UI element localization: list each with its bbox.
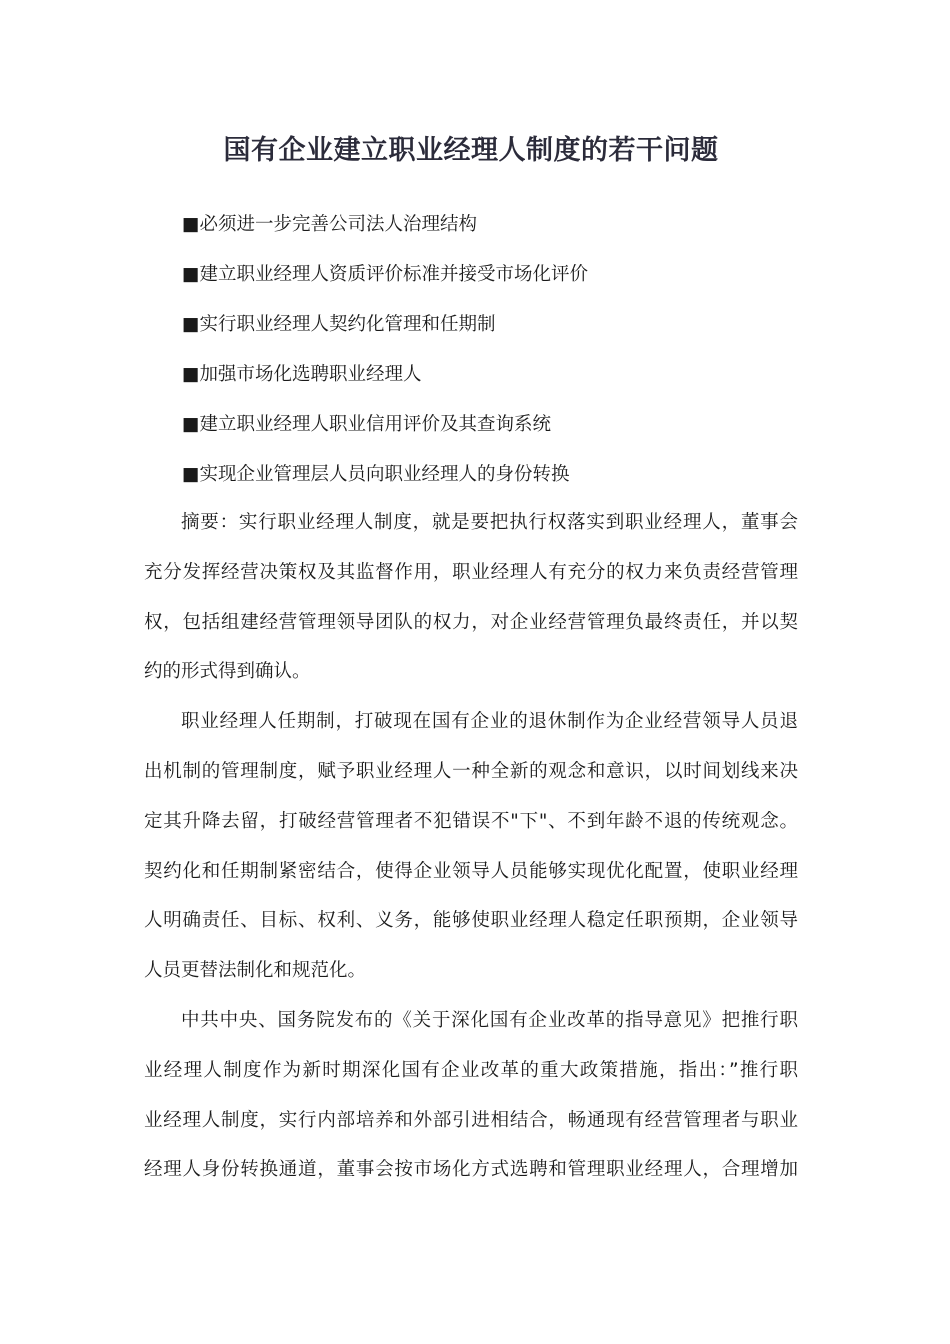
document-title: 国有企业建立职业经理人制度的若干问题 [223, 135, 719, 166]
document-body [144, 498, 798, 1195]
text-line: 契约化和任期制紧密结合，使得企业领导人员能够实现优化配置，使职业经理 [144, 860, 798, 882]
key-point-item: ■建立职业经理人职业信用评价及其查询系统 [182, 414, 551, 435]
key-point-item: ■加强市场化选聘职业经理人 [182, 364, 422, 385]
abstract-paragraph [144, 498, 798, 697]
text-line: 定其升降去留，打破经营管理者不犯错误不"下"、不到年龄不退的传统观念。 [144, 810, 798, 832]
text-line: 人明确责任、目标、权利、义务，能够使职业经理人稳定任职预期，企业领导 [144, 910, 798, 932]
key-points-list [182, 200, 588, 500]
text-line: 职业经理人任期制，打破现在国有企业的退休制作为企业经营领导人员退 [181, 711, 798, 733]
key-point-item: ■建立职业经理人资质评价标准并接受市场化评价 [182, 264, 588, 285]
text-line: 中共中央、国务院发布的《关于深化国有企业改革的指导意见》把推行职 [181, 1009, 798, 1031]
body-paragraph [144, 697, 798, 996]
text-line: 充分发挥经营决策权及其监督作用，职业经理人有充分的权力来负责经营管理 [144, 561, 798, 583]
text-line: 业经理人制度，实行内部培养和外部引进相结合，畅通现有经营管理者与职业 [144, 1109, 798, 1131]
text-line: 摘要：实行职业经理人制度，就是要把执行权落实到职业经理人，董事会 [181, 512, 798, 533]
key-point-item: ■必须进一步完善公司法人治理结构 [182, 214, 477, 235]
text-line: 经理人身份转换通道，董事会按市场化方式选聘和管理职业经理人，合理增加 [144, 1159, 798, 1181]
text-line: 权，包括组建经营管理领导团队的权力，对企业经营管理负最终责任，并以契 [144, 611, 798, 633]
text-line: 业经理人制度作为新时期深化国有企业改革的重大政策措施，指出：”推行职 [144, 1059, 798, 1081]
key-point-item: ■实现企业管理层人员向职业经理人的身份转换 [182, 464, 570, 485]
text-line: 出机制的管理制度，赋予职业经理人一种全新的观念和意识，以时间划线来决 [144, 760, 798, 782]
key-point-item: ■实行职业经理人契约化管理和任期制 [182, 314, 496, 335]
text-line: 约的形式得到确认。 [144, 661, 311, 683]
text-line: 人员更替法制化和规范化。 [144, 960, 367, 982]
body-paragraph [144, 996, 798, 1195]
